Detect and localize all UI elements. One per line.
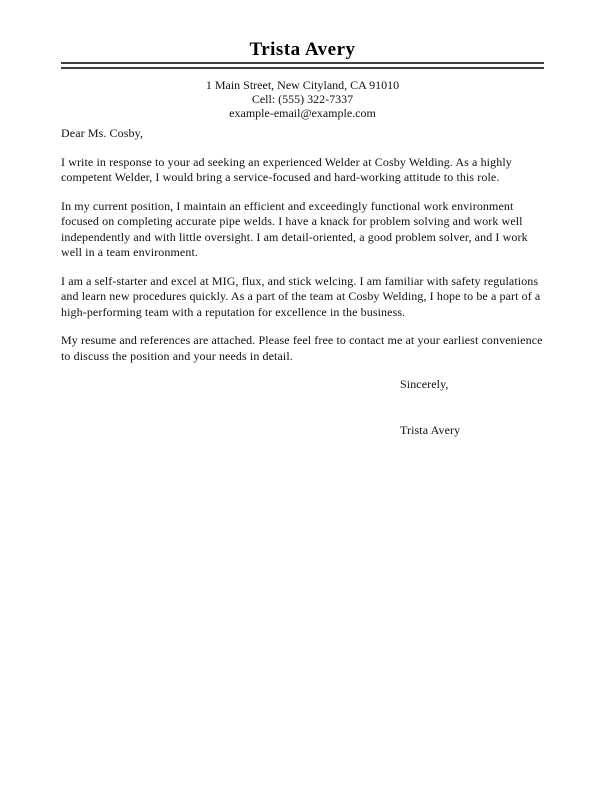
candidate-name-title: Trista Avery: [249, 39, 356, 60]
contact-address-line: 1 Main Street, New Cityland, CA 91010: [205, 78, 400, 92]
paragraph-current-position: In my current position, I maintain an efficient and exceedingly functional work environment focused on completing accurate pipe welds. I have a knack for problem solving and work well independently and with little oversight. I am detail-oriented, a good problem solver, and I work well in a team environment.: [61, 198, 528, 259]
paragraph-intro: I write in response to your ad seeking an experienced Welder at Cosby Welding. As a highly competent Welder, I would bring a service-focused and hard-working attitude to this role.: [61, 154, 512, 184]
contact-email-line: example-email@example.com: [229, 106, 376, 120]
contact-block: [61, 78, 544, 120]
salutation: Dear Ms. Cosby,: [61, 126, 144, 140]
closing-word: Sincerely,: [400, 377, 449, 391]
contact-phone-line: Cell: (555) 322-7337: [251, 92, 354, 106]
signature-name: Trista Avery: [400, 422, 461, 437]
letter-body: [61, 126, 544, 438]
paragraph-resume-attached: My resume and references are attached. Please feel free to contact me at your earliest convenience to discuss the position and your needs in detail.: [61, 333, 543, 363]
header-divider: [61, 62, 544, 69]
letter-content: [61, 39, 544, 438]
closing-block: [400, 377, 544, 438]
paragraph-skills: I am a self-starter and excel at MIG, flux, and stick welcing. I am familiar with safety regulations and learn new procedures quickly. As a part of the team at Cosby Welding, I hope to be a part of a high-performing team with a reputation for excellence in the business.: [61, 273, 541, 319]
